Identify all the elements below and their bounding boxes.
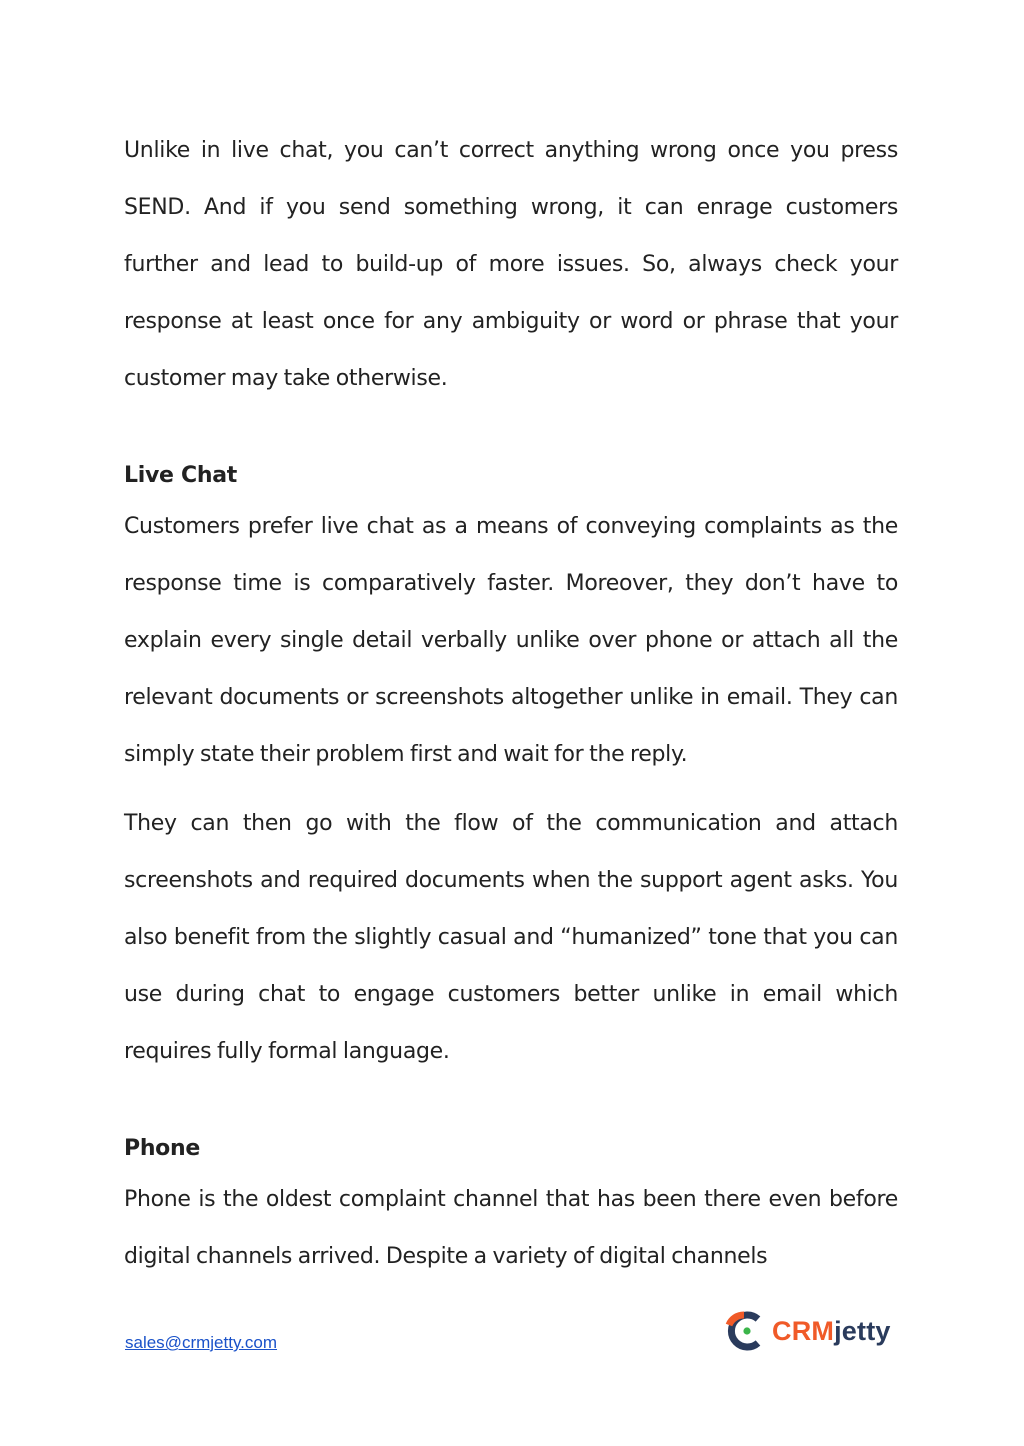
footer-email-link[interactable]: sales@crmjetty.com xyxy=(125,1333,278,1352)
section-heading-live-chat: Live Chat xyxy=(124,463,237,488)
phone-paragraph-1: Phone is the oldest complaint channel that has been there even before digital channels arrived. Despite a variety of digital channels xyxy=(124,1187,898,1269)
section-heading-phone: Phone xyxy=(124,1136,200,1161)
logo-wordmark xyxy=(772,1316,891,1347)
live-chat-paragraph-2: They can then go with the flow of the communication and attach screenshots and required documents when the support agent asks. You also benefit from the slightly casual and “humanized” tone that you can use during chat to engage customers better unlike in email which requires fully formal language. xyxy=(124,811,898,1064)
crmjetty-logo xyxy=(722,1306,902,1356)
crmjetty-logo-icon xyxy=(722,1309,766,1353)
document-body xyxy=(124,122,898,1285)
logo-text-jetty: jetty xyxy=(834,1315,891,1346)
logo-text-crm: CRM xyxy=(772,1315,835,1346)
live-chat-paragraph-1: Customers prefer live chat as a means of conveying complaints as the response time is comparatively faster. Moreover, they don’t have to explain every single detail verbally unlike over phone or attach all the relevant documents or screenshots altogether unlike in email. They can simply state their problem first and wait for the reply. xyxy=(124,514,898,767)
intro-paragraph: Unlike in live chat, you can’t correct anything wrong once you press SEND. And if you send something wrong, it can enrage customers further and lead to build-up of more issues. So, always check your response at least once for any ambiguity or word or phrase that your customer may take otherwise. xyxy=(124,138,898,391)
